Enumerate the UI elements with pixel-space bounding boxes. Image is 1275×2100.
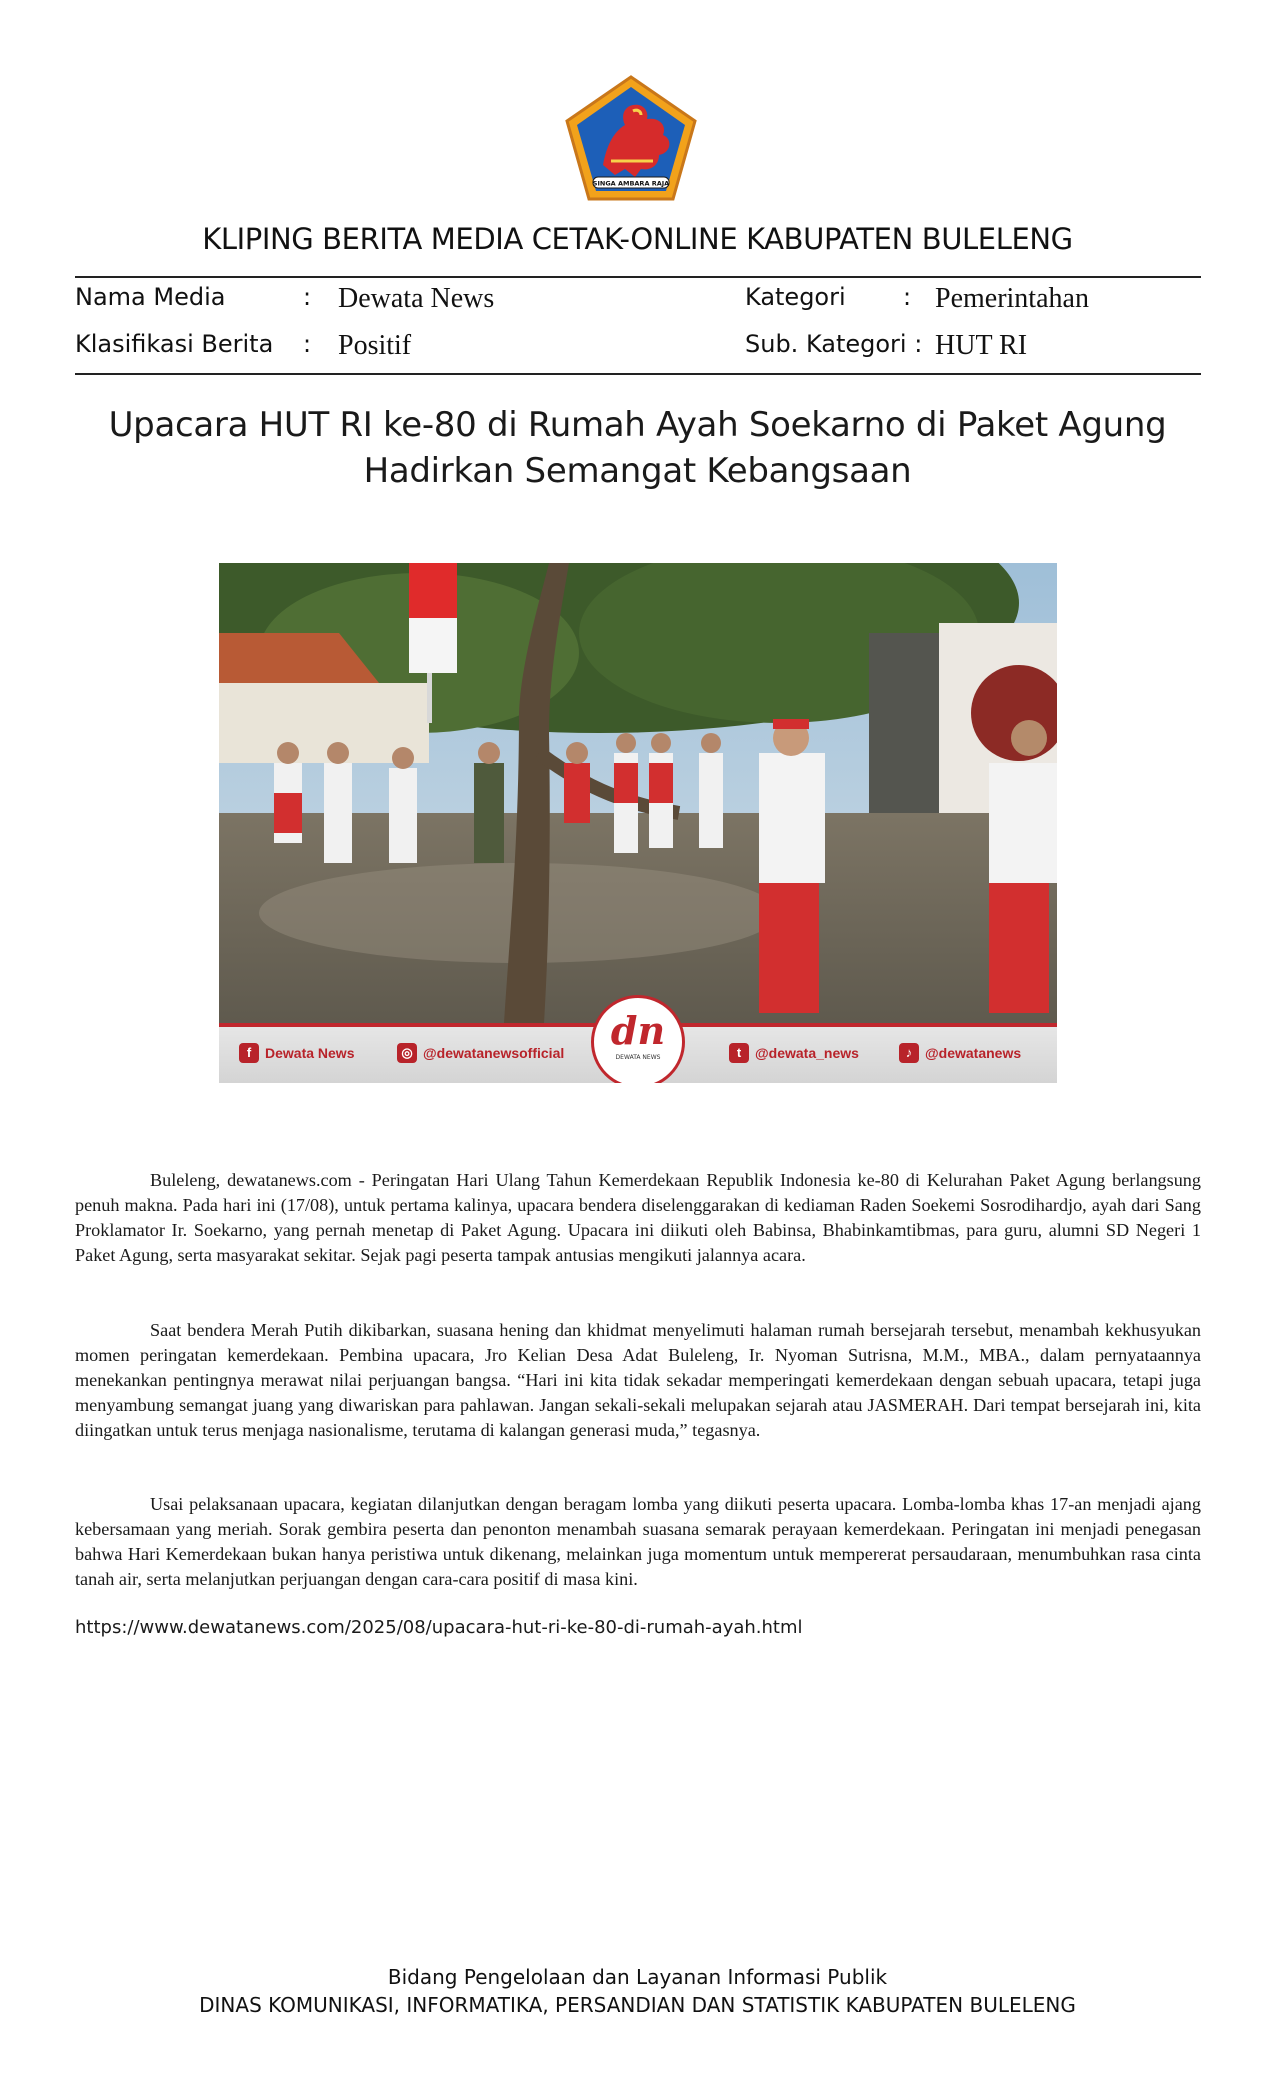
crest-motto: SINGA AMBARA RAJA (592, 179, 670, 188)
sub-kategori-value: HUT RI (935, 330, 1028, 361)
article-photo (219, 563, 1057, 1083)
social-instagram (397, 1043, 564, 1063)
klasifikasi-value: Positif (338, 330, 412, 361)
sub-kategori-label: Sub. Kategori : (745, 330, 923, 358)
nama-media-value: Dewata News (338, 283, 495, 314)
social-tiktok (899, 1043, 1021, 1063)
twitter-handle: @dewata_news (755, 1045, 859, 1061)
buleleng-crest-logo (563, 73, 699, 203)
header-rule-top (75, 276, 1201, 278)
article-paragraph-1: Buleleng, dewatanews.com - Peringatan Hari Ulang Tahun Kemerdekaan Republik Indonesia ke-80 di Kelurahan Paket Agung berlangsung penuh makna. Pada hari ini (17/08), untuk pertama kalinya, upacara bendera diselenggarakan di kediaman Raden Soekemi Sosrodihardjo, ayah dari Sang Proklamator Ir. Soekarno, yang pernah menetap di Paket Agung. Upacara ini diikuti oleh Babinsa, Bhabinkamtibmas, para guru, alumni SD Negeri 1 Paket Agung, serta masyarakat sekitar. Sejak pagi peserta tampak antusias mengikuti jalannya acara. (75, 1170, 1201, 1265)
twitter-icon: t (729, 1043, 749, 1063)
ceremony-photo-illustration (219, 563, 1057, 1023)
headline-line-1: Upacara HUT RI ke-80 di Rumah Ayah Soekarno di Paket Agung (108, 405, 1167, 445)
kliping-title: KLIPING BERITA MEDIA CETAK-ONLINE KABUPATEN BULELENG (202, 222, 1073, 256)
social-twitter (729, 1043, 859, 1063)
klasifikasi-colon: : (303, 330, 312, 358)
footer-division: Bidang Pengelolaan dan Layanan Informasi Publik (387, 1965, 888, 1989)
facebook-handle: Dewata News (265, 1045, 355, 1061)
social-facebook (239, 1043, 354, 1063)
header-rule-bottom (75, 373, 1201, 375)
tiktok-handle: @dewatanews (925, 1045, 1022, 1061)
nama-media-label: Nama Media (75, 283, 226, 311)
instagram-handle: @dewatanewsofficial (423, 1045, 565, 1061)
kategori-label: Kategori (745, 283, 846, 311)
badge-text: dn (610, 1008, 666, 1053)
facebook-icon: f (239, 1043, 259, 1063)
klasifikasi-label: Klasifikasi Berita (75, 330, 274, 358)
article-paragraph-3: Usai pelaksanaan upacara, kegiatan dilanjutkan dengan beragam lomba yang diikuti peserta upacara. Lomba-lomba khas 17-an menjadi ajang kebersamaan yang meriah. Sorak gembira peserta dan penonton menambah suasana semarak perayaan kemerdekaan. Peringatan ini menjadi penegasan bahwa Hari Kemerdekaan bukan hanya peristiwa untuk dikenang, melainkan juga momentum untuk mempererat persaudaraan, menumbuhkan rasa cinta tanah air, serta melanjutkan perjuangan dengan cara-cara positif di masa kini. (75, 1494, 1201, 1589)
instagram-icon: ◎ (397, 1043, 417, 1063)
headline-line-2: Hadirkan Semangat Kebangsaan (363, 451, 912, 491)
nama-media-colon: : (303, 283, 312, 311)
footer-department: DINAS KOMUNIKASI, INFORMATIKA, PERSANDIAN DAN STATISTIK KABUPATEN BULELENG (199, 1993, 1076, 2017)
article-paragraph-2: Saat bendera Merah Putih dikibarkan, suasana hening dan khidmat menyelimuti halaman rumah bersejarah tersebut, menambah kekhusyukan momen peringatan kemerdekaan. Pembina upacara, Jro Kelian Desa Adat Buleleng, Ir. Nyoman Sutrisna, M.M., MBA., dalam pernyataannya menekankan pentingnya merawat nilai perjuangan bangsa. “Hari ini kita tidak sekadar memperingati kemerdekaan dengan sebuah upacara, tetapi juga menyambung semangat juang yang diwariskan para pahlawan. Jangan sekali-sekali melupakan sejarah atau JASMERAH. Dari tempat bersejarah ini, kita diingatkan untuk terus menjaga nasionalisme, terutama di kalangan generasi muda,” tegasnya. (75, 1320, 1201, 1440)
tiktok-icon: ♪ (899, 1043, 919, 1063)
kategori-value: Pemerintahan (935, 283, 1089, 314)
kategori-colon: : (903, 283, 912, 311)
badge-subtext: DEWATA NEWS (615, 1054, 661, 1061)
dewata-news-badge-logo (591, 995, 685, 1083)
source-url[interactable]: https://www.dewatanews.com/2025/08/upacara-hut-ri-ke-80-di-rumah-ayah.html (75, 1617, 803, 1638)
article-headline (100, 402, 1175, 494)
